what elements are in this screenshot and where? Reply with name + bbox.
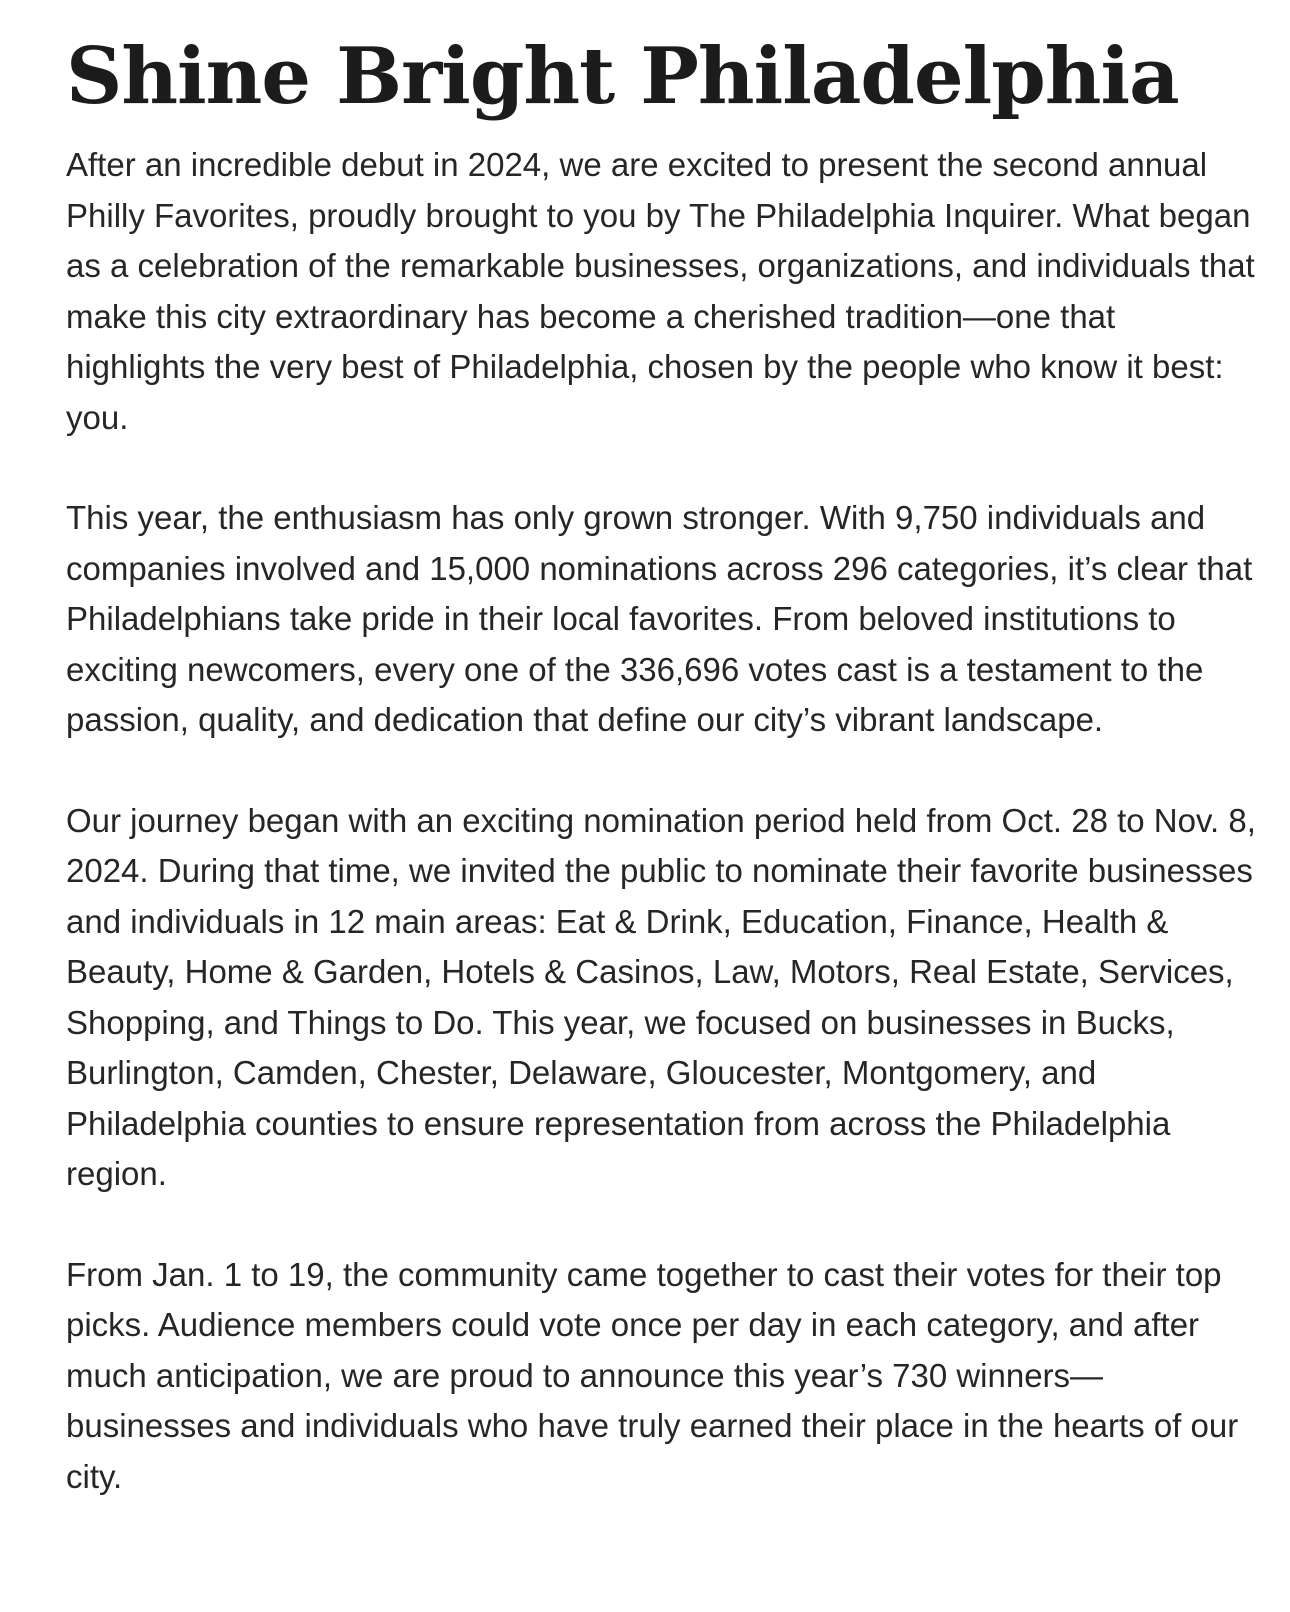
article-paragraph-voting: From Jan. 1 to 19, the community came together to cast their votes for their top picks. Audience members could vote once per day in each category, and after much anticipation, we are proud to announce this year’s 730 winners—businesses and individuals who have truly earned their place in the hearts of our city.	[66, 1255, 1239, 1495]
article-paragraph-intro: After an incredible debut in 2024, we are excited to present the second annual Philly Favorites, proudly brought to you by The Philadelphia Inquirer. What began as a celebration of the remarkable businesses, organizations, and individuals that make this city extraordinary has become a cherished tradition—one that highlights the very best of Philadelphia, chosen by the people who know it best: you.	[66, 146, 1255, 436]
article	[66, 14, 1256, 1502]
article-paragraph-nominations: Our journey began with an exciting nomination period held from Oct. 28 to Nov. 8, 2024. During that time, we invited the public to nominate their favorite businesses and individuals in 12 main areas: Eat & Drink, Education, Finance, Health & Beauty, Home & Garden, Hotels & Casinos, Law, Motors, Real Estate, Services, Shopping, and Things to Do. This year, we focused on businesses in Bucks, Burlington, Camden, Chester, Delaware, Gloucester, Montgomery, and Philadelphia counties to ensure representation from across the Philadelphia region.	[66, 801, 1256, 1192]
article-title: Shine Bright Philadelphia	[66, 31, 1179, 122]
article-paragraph-stats: This year, the enthusiasm has only grown stronger. With 9,750 individuals and companies involved and 15,000 nominations across 296 categories, it’s clear that Philadelphians take pride in their local favorites. From beloved institutions to exciting newcomers, every one of the 336,696 votes cast is a testament to the passion, quality, and dedication that define our city’s vibrant landscape.	[66, 499, 1253, 738]
